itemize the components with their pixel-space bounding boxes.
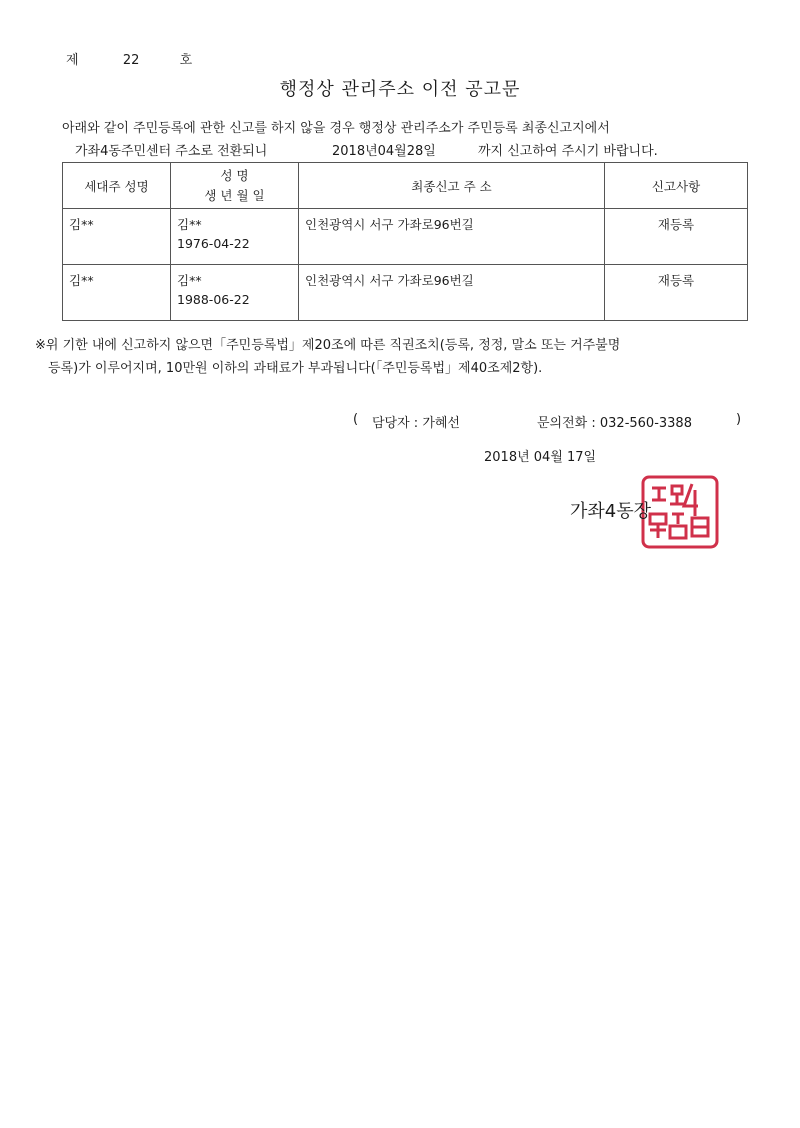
cell-name-birth bbox=[171, 265, 299, 321]
member-name: 김** bbox=[177, 273, 202, 288]
header-address: 최종신고 주 소 bbox=[299, 163, 605, 209]
contact-open-paren: ( bbox=[353, 412, 359, 427]
notice-line-2: 등록)가 이루어지며, 10만원 이하의 과태료가 부과됩니다(「주민등록법」제40조제2항). bbox=[48, 361, 543, 376]
cell-address bbox=[299, 265, 605, 321]
cell-report bbox=[605, 209, 748, 265]
issuer-name: 가좌4동장 bbox=[570, 501, 652, 522]
address-text: 인천광역시 서구 가좌로96번길 bbox=[305, 217, 474, 232]
member-birth: 1988-06-22 bbox=[177, 292, 250, 307]
records-table bbox=[62, 162, 748, 321]
header-householder: 세대주 성명 bbox=[63, 163, 171, 209]
issue-date: 2018년 04월 17일 bbox=[484, 450, 597, 465]
notice-line-1: ※위 기한 내에 신고하지 않으면「주민등록법」제20조에 따른 직권조치(등록, 정정, 말소 또는 거주불명 bbox=[35, 338, 621, 353]
cell-report bbox=[605, 265, 748, 321]
page-title: 행정상 관리주소 이전 공고문 bbox=[279, 79, 521, 100]
intro-line-2-text: 가좌4동주민센터 주소로 전환되니 bbox=[75, 144, 268, 159]
header-name: 성 명 bbox=[220, 167, 249, 183]
address-text: 인천광역시 서구 가좌로96번길 bbox=[305, 273, 474, 288]
householder-name: 김** bbox=[69, 273, 94, 288]
doc-no-suffix: 호 bbox=[179, 53, 193, 68]
cell-householder bbox=[63, 209, 171, 265]
contact-close-paren: ) bbox=[736, 412, 742, 427]
doc-no-value: 22 bbox=[122, 53, 140, 68]
intro-line-2-tail: 까지 신고하여 주시기 바랍니다. bbox=[478, 144, 658, 159]
header-name-birth bbox=[171, 163, 299, 209]
member-birth: 1976-04-22 bbox=[177, 236, 250, 251]
doc-no-prefix: 제 bbox=[66, 53, 79, 68]
contact-staff: 담당자 : 가혜선 bbox=[372, 416, 460, 431]
document-number bbox=[66, 49, 192, 68]
contact-phone: 문의전화 : 032-560-3388 bbox=[537, 416, 692, 431]
table-row bbox=[63, 265, 748, 321]
cell-name-birth bbox=[171, 209, 299, 265]
table-header-row bbox=[63, 163, 748, 209]
cell-address bbox=[299, 209, 605, 265]
householder-name: 김** bbox=[69, 217, 94, 232]
cell-householder bbox=[63, 265, 171, 321]
table-row bbox=[63, 209, 748, 265]
report-text: 재등록 bbox=[657, 273, 695, 288]
report-text: 재등록 bbox=[657, 217, 695, 232]
member-name: 김** bbox=[177, 217, 202, 232]
header-birth: 생 년 월 일 bbox=[204, 187, 265, 203]
header-report: 신고사항 bbox=[605, 163, 748, 209]
official-seal-icon bbox=[640, 474, 720, 550]
intro-deadline-date: 2018년04월28일 bbox=[332, 144, 436, 159]
intro-line-1: 아래와 같이 주민등록에 관한 신고를 하지 않을 경우 행정상 관리주소가 주민등록 최종신고지에서 bbox=[62, 121, 610, 136]
